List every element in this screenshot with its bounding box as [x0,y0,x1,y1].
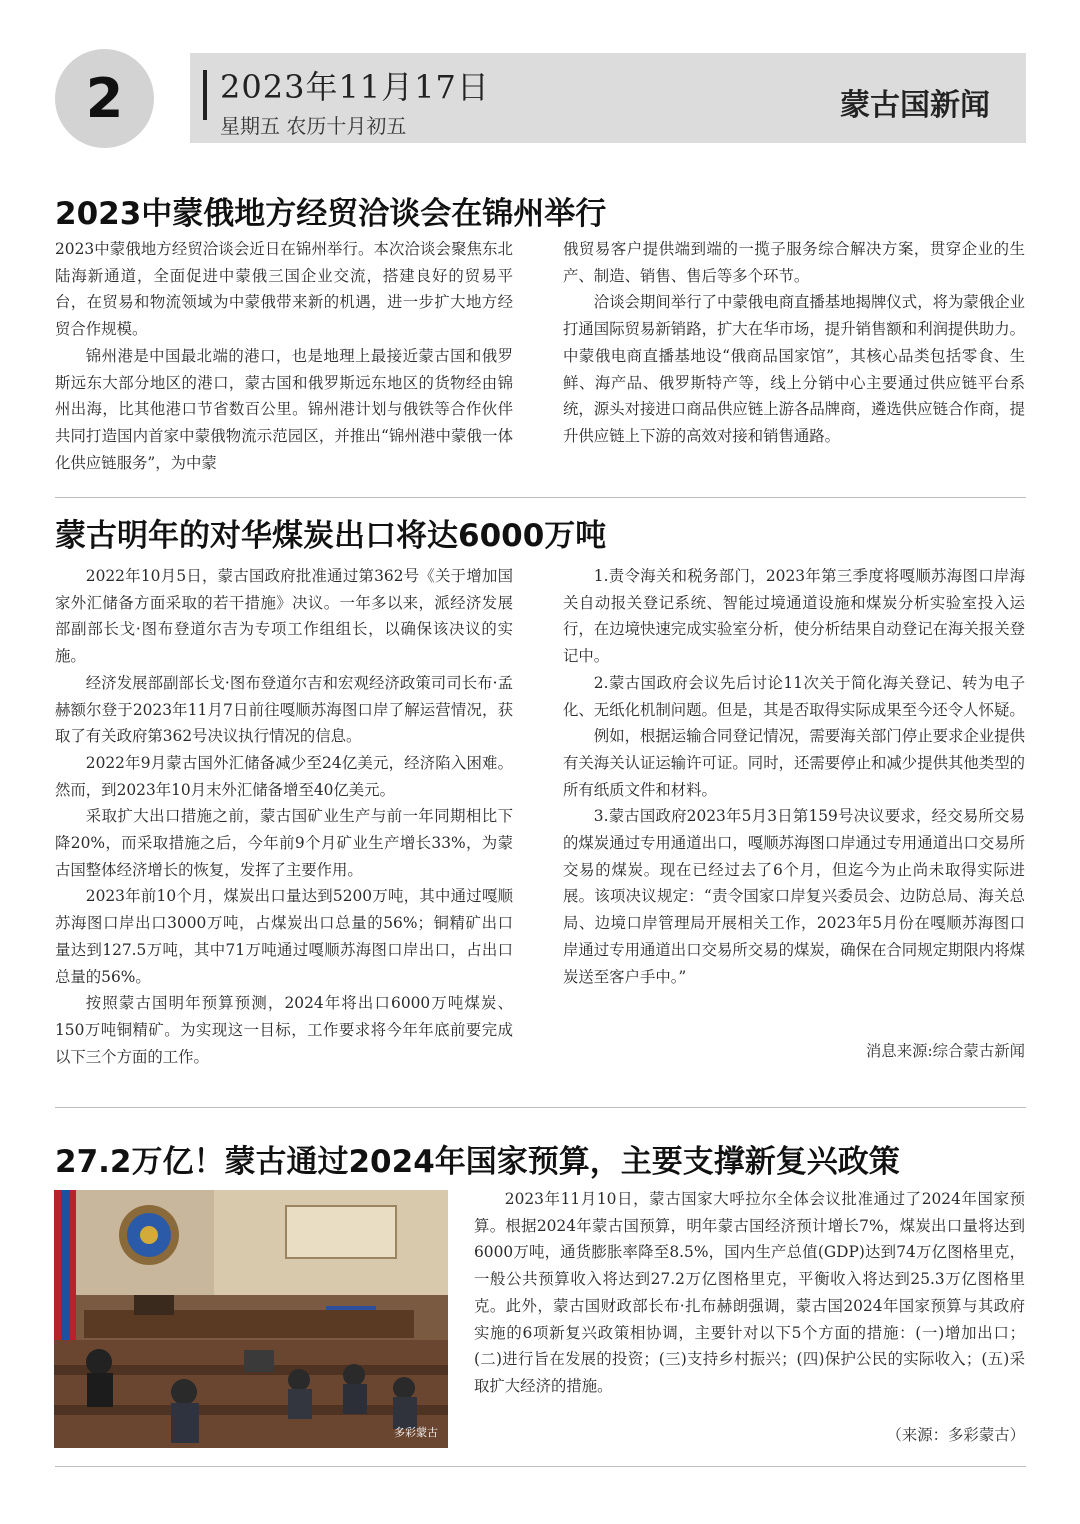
article1-paragraph: 俄贸易客户提供端到端的一揽子服务综合解决方案，贯穿企业的生产、制造、销售、售后等多个环节。 [563,240,1025,285]
article3-source: （来源：多彩蒙古） [886,1426,1025,1444]
article2-paragraph: 2022年10月5日，蒙古国政府批准通过第362号《关于增加国家外汇储备方面采取的若干措施》决议。一年多以来，派经济发展部副部长戈·图布登道尔吉为专项工作组组长，以确保该决议的实施。 [55,567,513,666]
section-divider [55,1107,1026,1108]
photo-watermark: 多彩蒙古 [394,1426,438,1439]
article2-source: 消息来源:综合蒙古新闻 [865,1042,1025,1060]
article3-paragraph: 2023年11月10日，蒙古国家大呼拉尔全体会议批准通过了2024年国家预算。根据2024年蒙古国预算，明年蒙古国经济预计增长7%，煤炭出口量将达到6000万吨，通货膨胀率降至8.5%，国内生产总值(GDP)达到74万亿图格里克，一般公共预算收入将达到27.2万亿图格里克，平衡收入将达到25.3万亿图格里克。此外，蒙古国财政部长布·扎布赫朗强调，蒙古国2024年国家预算与其政府实施的6项新复兴政策相协调，主要针对以下5个方面的措施：(一)增加出口；(二)进行旨在发展的投资；(三)支持乡村振兴；(四)保护公民的实际收入；(五)采取扩大经济的措施。 [474,1190,1025,1395]
parliament-session-photo [54,1190,448,1448]
article1-paragraph: 2023中蒙俄地方经贸洽谈会近日在锦州举行。本次洽谈会聚焦东北陆海新通道，全面促进中蒙俄三国企业交流，搭建良好的贸易平台，在贸易和物流领域为中蒙俄带来新的机遇，进一步扩大地方经贸合作规模。 [55,240,513,339]
parliament-photo-illustration [54,1190,448,1448]
article2-paragraph: 采取扩大出口措施之前，蒙古国矿业生产与前一年同期相比下降20%，而采取措施之后，今年前9个月矿业生产增长33%，为蒙古国整体经济增长的恢复，发挥了主要作用。 [55,807,513,879]
article1-paragraph: 锦州港是中国最北端的港口，也是地理上最接近蒙古国和俄罗斯远东大部分地区的港口，蒙古国和俄罗斯远东地区的货物经由锦州出海，比其他港口节省数百公里。锦州港计划与俄铁等合作伙伴共同打造国内首家中蒙俄物流示范园区，并推出“锦州港中蒙俄一体化供应链服务”，为中蒙 [55,346,513,472]
article3-body [474,1186,1025,1400]
article2-paragraph: 3.蒙古国政府2023年5月3日第159号决议要求，经交易所交易的煤炭通过专用通道出口，嘎顺苏海图口岸通过专用通道出口交易所交易的煤炭。现在已经过去了6个月，但迄今为止尚未取得实际进展。该项决议规定：“责令国家口岸复兴委员会、边防总局、海关总局、边境口岸管理局开展相关工作，2023年5月份在嘎顺苏海图口岸通过专用通道出口交易所交易的煤炭，确保在合同规定期限内将煤炭送至客户手中。” [563,807,1025,986]
article2-right-column [563,563,1025,990]
article2-paragraph: 2022年9月蒙古国外汇储备减少至24亿美元，经济陷入困难。然而，到2023年10月末外汇储备增至40亿美元。 [55,753,513,799]
article2-title: 蒙古明年的对华煤炭出口将达6000万吨 [55,518,607,554]
page-number: 2 [85,67,124,130]
header-rule [203,70,207,120]
article3-title: 27.2万亿！蒙古通过2024年国家预算，主要支撑新复兴政策 [55,1144,900,1180]
section-divider [55,497,1026,498]
article2-paragraph: 按照蒙古国明年预算预测，2024年将出口6000万吨煤炭、150万吨铜精矿。为实现这一目标，工作要求将今年年底前要完成以下三个方面的工作。 [55,994,513,1066]
article1-title: 2023中蒙俄地方经贸洽谈会在锦州举行 [55,196,607,232]
article2-paragraph: 2.蒙古国政府会议先后讨论11次关于简化海关登记、转为电子化、无纸化机制问题。但是，其是否取得实际成果至今还令人怀疑。 [563,673,1025,719]
article2-paragraph: 例如，根据运输合同登记情况，需要海关部门停止要求企业提供有关海关认证运输许可证。同时，还需要停止和减少提供其他类型的所有纸质文件和材料。 [563,727,1025,799]
issue-date: 2023年11月17日 [220,68,490,106]
issue-weekday-lunar: 星期五 农历十月初五 [220,114,407,138]
article2-paragraph: 1.责令海关和税务部门，2023年第三季度将嘎顺苏海图口岸海关自动报关登记系统、智能过境通道设施和煤炭分析实验室投入运行，在边境快速完成实验室分析，使分析结果自动登记在海关报关登记中。 [563,567,1025,666]
page-number-badge [55,49,154,148]
article2-left-column [55,563,513,1070]
page-bottom-rule [55,1466,1026,1467]
section-title: 蒙古国新闻 [840,88,990,123]
article2-paragraph: 经济发展部副部长戈·图布登道尔吉和宏观经济政策司司长布·孟赫额尔登于2023年11月7日前往嘎顺苏海图口岸了解运营情况，获取了有关政府第362号决议执行情况的信息。 [55,673,513,746]
article1-paragraph: 洽谈会期间举行了中蒙俄电商直播基地揭牌仪式，将为蒙俄企业打通国际贸易新销路，扩大在华市场，提升销售额和利润提供助力。中蒙俄电商直播基地设“俄商品国家馆”，其核心品类包括零食、生鲜、海产品、俄罗斯特产等，线上分销中心主要通过供应链平台系统，源头对接进口商品供应链上游各品牌商，遴选供应链合作商，提升供应链上下游的高效对接和销售通路。 [563,293,1025,445]
article1-left-column [55,236,513,476]
article1-right-column [563,236,1025,450]
article2-paragraph: 2023年前10个月，煤炭出口量达到5200万吨，其中通过嘎顺苏海图口岸出口3000万吨，占煤炭出口总量的56%；铜精矿出口量达到127.5万吨，其中71万吨通过嘎顺苏海图口岸出口，占出口总量的56%。 [55,887,513,986]
